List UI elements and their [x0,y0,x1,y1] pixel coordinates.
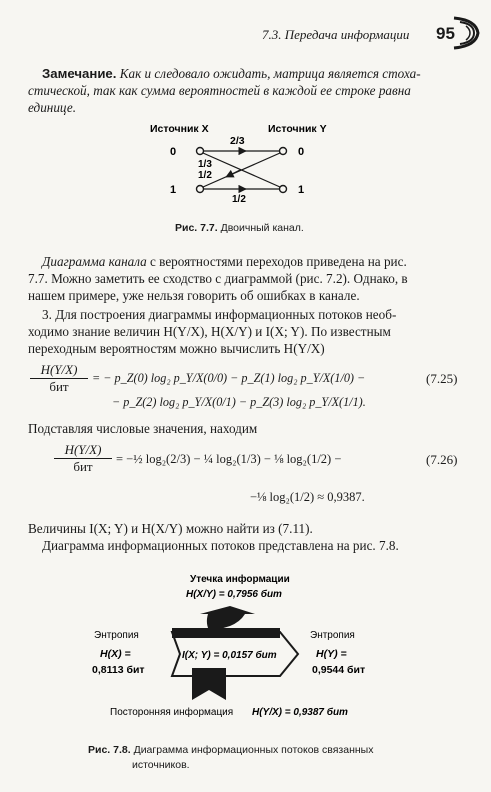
remark-text-1: Как и следовало ожидать, матрица является стоха- [119,66,421,81]
eq-7-25-fraction [30,362,88,395]
eq-7-25-line-1: = − p_Z(0) log₂ p_Y/X(0/0) − p_Z(1) log₂ p_Y/X(1/0) − [92,371,366,385]
para2-line-1: 3. Для построения диаграммы информационных потоков необ- [42,307,397,322]
remark-line-3: единице. [28,100,76,115]
prob-1-1: 1/2 [232,194,246,205]
extraneous-arrow [192,668,226,700]
page-corner-ornament [452,14,484,52]
para1-line-1 [42,254,407,270]
figure-7-8-caption-text: Диаграмма информационных потоков связанных [133,744,374,756]
node-y1-label: 1 [298,184,305,196]
page-number: 95 [436,24,455,43]
remark-line-1 [42,66,421,82]
entropy-right-eq: H(Y) = [316,648,347,660]
eq-7-26-fraction [54,442,112,475]
para3-line-1: Подставляя числовые значения, находим [28,421,258,436]
remark-label: Замечание. [42,66,117,81]
para1-line-3: нашем примере, уже нельзя говорить об ошибках в канале. [28,288,360,303]
para2-line-2: ходимо знание величин H(Y/X), H(X/Y) и I(X; Y). По известным [28,324,391,339]
eq-7-25-number: (7.25) [426,371,458,386]
figure-7-7-caption [175,222,304,234]
eq-7-25-denominator: бит [49,379,69,394]
leak-value: H(X/Y) = 0,7956 бит [186,589,282,600]
para1-line-2: 7.7. Можно заметить ее сходство с диаграммой (рис. 7.2). Однако, в [28,271,408,286]
node-x1 [197,186,204,193]
figure-7-8-caption-label: Рис. 7.8. [88,744,131,756]
leak-label: Утечка информации [190,574,290,585]
para4-line-1: Величины I(X; Y) и H(X/Y) можно найти из (7.11). [28,521,313,536]
source-x-label: Источник X [150,123,209,135]
entropy-left-value: 0,8113 бит [92,664,145,676]
para1-line-1-rest: с вероятностями переходов приведена на рис. [146,254,407,269]
entropy-left-eq: H(X) = [100,648,131,660]
channel-diagram-term: Диаграмма канала [42,254,147,269]
prob-1-0: 1/2 [198,170,212,181]
eq-7-26-numerator: H(Y/X) [54,442,112,459]
remark-line-2: стической, так как сумма вероятностей в каждой ее строке равна [28,83,411,98]
extraneous-label: Посторонняя информация [110,707,234,718]
figure-7-7-caption-label: Рис. 7.7. [175,222,218,234]
node-y0 [280,148,287,155]
entropy-left-label: Энтропия [94,630,139,641]
para4-line-2: Диаграмма информационных потоков представлена на рис. 7.8. [42,538,399,553]
node-x0-label: 0 [170,146,177,158]
eq-7-26-line-1: = −½ log₂(2/3) − ¼ log₂(1/3) − ⅛ log₂(1/2) − [116,452,342,466]
node-y0-label: 0 [298,146,305,158]
prob-0-1: 1/3 [198,159,212,170]
node-x0 [197,148,204,155]
running-title: 7.3. Передача информации [262,27,410,42]
binary-channel-diagram [140,120,360,212]
eq-7-26-line-2: −⅛ log₂(1/2) ≈ 0,9387. [250,490,365,504]
eq-7-25-line-2: − p_Z(2) log₂ p_Y/X(0/1) − p_Z(3) log₂ p_Y/X(1/1). [112,395,366,409]
eq-7-26-number: (7.26) [426,452,458,467]
figure-7-8-caption-line-2: источников. [132,759,190,771]
node-x1-label: 1 [170,184,177,196]
entropy-right-label: Энтропия [310,630,355,641]
para2-line-3: переходным вероятностям можно вычислить H(Y/X) [28,341,325,356]
prob-0-0: 2/3 [230,135,245,147]
node-y1 [280,186,287,193]
source-y-label: Источник Y [268,123,327,135]
entropy-right-value: 0,9544 бит [312,664,366,676]
top-band [172,628,280,638]
eq-7-25-numerator: H(Y/X) [30,362,88,379]
information-flow-diagram [80,572,400,720]
eq-7-26-denominator: бит [73,459,93,474]
extraneous-value: H(Y/X) = 0,9387 бит [252,707,348,718]
figure-7-8-caption-line-1 [88,744,373,756]
center-value: I(X; Y) = 0,0157 бит [182,650,277,661]
figure-7-7-caption-text: Двоичный канал. [220,222,304,234]
